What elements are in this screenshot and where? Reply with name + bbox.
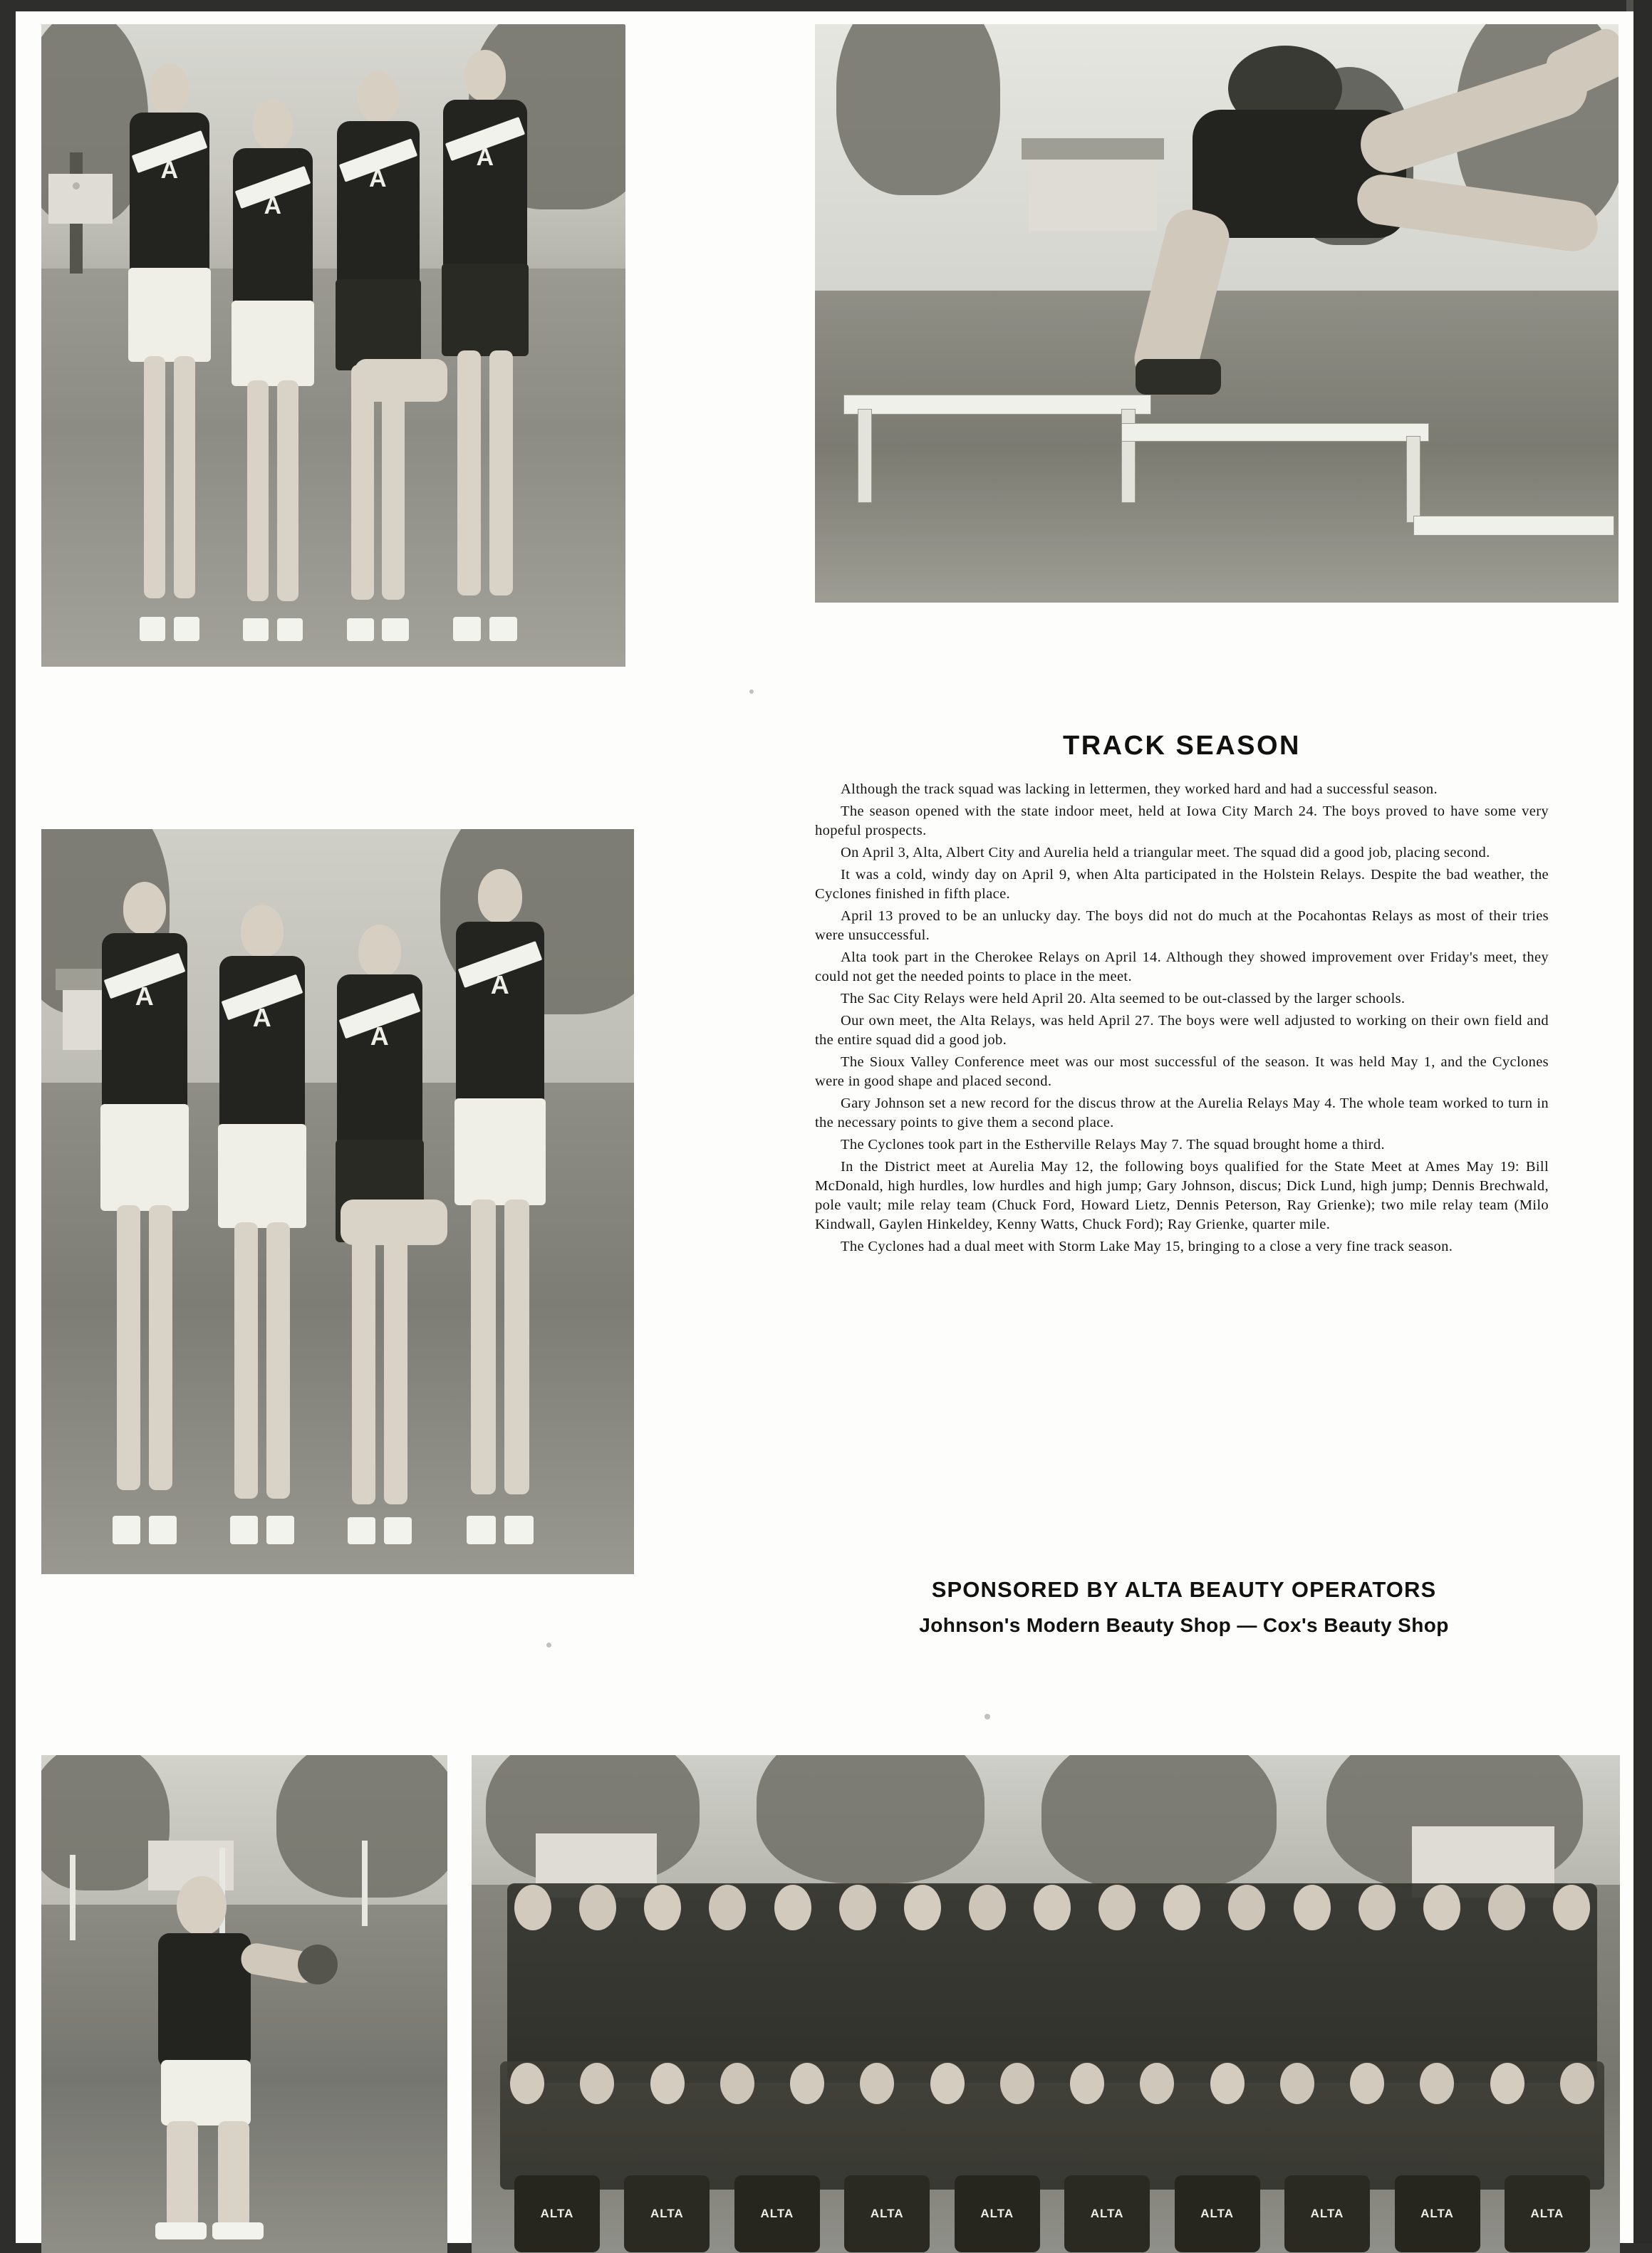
figure-leg — [149, 1205, 172, 1490]
figure-shoe — [489, 617, 517, 641]
tree-shape — [1041, 1755, 1277, 1890]
photo-discus-thrower — [41, 1755, 447, 2253]
seated-athlete — [955, 2175, 1040, 2252]
photo-relay-team-mid — [41, 829, 634, 1574]
paragraph: On April 3, Alta, Albert City and Aurelia held a triangular meet. The squad did a good job, placing second. — [841, 845, 1490, 860]
figure-shorts — [454, 1098, 546, 1205]
figure-jersey — [158, 1933, 251, 2069]
figure-shoe — [149, 1516, 177, 1544]
discus-figure — [134, 1876, 284, 2247]
athlete-figure — [91, 882, 198, 1544]
jersey-letter: A — [135, 982, 155, 1011]
seated-athlete — [734, 2175, 820, 2252]
scan-speck — [749, 690, 754, 694]
figure-leg — [247, 380, 269, 601]
figure-shoe — [212, 2222, 264, 2239]
photo-hurdler — [815, 24, 1619, 603]
figure-shorts — [100, 1104, 189, 1211]
jersey-text: ALTA — [760, 2207, 794, 2220]
jersey-text: ALTA — [1090, 2207, 1124, 2220]
figure-shoe — [467, 1516, 496, 1544]
article-column — [815, 731, 1549, 1259]
paragraph: The Cyclones took part in the Estherville Relays May 7. The squad brought home a third. — [841, 1137, 1385, 1152]
figure-leg — [174, 356, 196, 598]
figure-shorts — [128, 268, 211, 362]
figure-shorts — [232, 301, 314, 386]
squad-back-row — [507, 1883, 1597, 2083]
jersey-letter: A — [264, 192, 282, 219]
post-shape — [70, 1855, 76, 1940]
figure-head — [123, 882, 166, 935]
athlete-figure — [223, 78, 323, 641]
row-heads — [510, 2063, 1594, 2106]
hurdler-shoe — [1136, 359, 1221, 395]
athlete-figure — [209, 895, 316, 1544]
figure-leg — [117, 1205, 140, 1490]
figure-shorts — [161, 2060, 251, 2125]
figure-shoe — [243, 618, 269, 641]
athlete-figure — [326, 66, 430, 641]
paragraph: Gary Johnson set a new record for the discus throw at the Aurelia Relays May 4. The whole team worked to turn in the necessary points to give them a second place. — [815, 1096, 1549, 1130]
sponsor-block — [771, 1577, 1597, 1637]
seated-athlete — [1505, 2175, 1590, 2252]
seated-athlete — [1175, 2175, 1260, 2252]
hurdle-rail — [1121, 423, 1429, 442]
figure-leg — [457, 350, 481, 595]
figure-shorts — [442, 264, 529, 356]
figure-shoe — [277, 618, 303, 641]
figure-shorts — [336, 279, 421, 370]
jersey-letter: A — [368, 165, 388, 192]
jersey-text: ALTA — [1200, 2207, 1235, 2220]
scan-border-left — [0, 0, 16, 2253]
paragraph: Although the track squad was lacking in lettermen, they worked hard and had a successful season. — [841, 781, 1438, 797]
jersey-letter: A — [160, 156, 179, 184]
tree-shape — [836, 24, 1000, 195]
paragraph: The Sioux Valley Conference meet was our most successful of the season. It was held May 1, and the Cyclones were in good shape and placed second. — [815, 1054, 1549, 1089]
hurdle-leg — [858, 409, 872, 503]
jersey-text: ALTA — [1530, 2207, 1564, 2220]
figure-shoe — [347, 618, 374, 641]
sponsor-names: Johnson's Modern Beauty Shop — Cox's Beauty Shop — [919, 1614, 1449, 1636]
hurdler-figure — [1050, 46, 1606, 345]
seated-athlete — [514, 2175, 600, 2252]
paragraph: The season opened with the state indoor meet, held at Iowa City March 24. The boys proved to have some very hopeful prospects. — [815, 803, 1549, 838]
jersey-text: ALTA — [870, 2207, 904, 2220]
figure-shoe — [266, 1516, 294, 1544]
figure-leg — [144, 356, 166, 598]
paragraph: The Cyclones had a dual meet with Storm Lake May 15, bringing to a close a very fine track season. — [841, 1239, 1453, 1254]
figure-shorts — [218, 1124, 306, 1228]
scan-speck — [546, 1643, 551, 1648]
athlete-figure — [445, 869, 556, 1544]
figure-shoe — [384, 1517, 412, 1544]
jersey-text: ALTA — [1310, 2207, 1344, 2220]
sponsor-headline: SPONSORED BY ALTA BEAUTY OPERATORS — [931, 1577, 1437, 1602]
building-shape — [48, 174, 113, 224]
page-title: TRACK SEASON — [1062, 731, 1302, 761]
paragraph: Alta took part in the Cherokee Relays on April 14. Although they showed improvement over Friday's meet, they could not get the needed points to place in the meet. — [815, 949, 1549, 984]
jersey-text: ALTA — [650, 2207, 684, 2220]
scan-border-right — [1633, 0, 1652, 2253]
jersey-text: ALTA — [540, 2207, 574, 2220]
figure-shoe — [230, 1516, 258, 1544]
figure-shoe — [382, 618, 409, 641]
seated-athlete — [624, 2175, 710, 2252]
photo-track-squad — [472, 1755, 1620, 2253]
paragraph: In the District meet at Aurelia May 12, the following boys qualified for the State Meet at Ames May 19: Bill McDonald, high hurdles, low hurdles and high jump; Gary Johnson, discus; Dick Lund, high jump; Dennis Brechwald, pole vault; mile relay team (Chuck Ford, Howard Lietz, Dennis Peterson, Ray Grienke); two mile relay team (Milo Kindwall, Gaylen Hinkeldey, Kenny Watts, Chuck Ford); Ray Grienke, quarter mile. — [815, 1159, 1549, 1232]
figure-head — [150, 64, 189, 114]
figure-leg — [277, 380, 299, 601]
paragraph: It was a cold, windy day on April 9, when Alta participated in the Holstein Relays. Despite the bad weather, the Cyclones finished in fifth place. — [815, 867, 1549, 902]
figure-shoe — [174, 617, 199, 641]
seated-athlete — [1284, 2175, 1370, 2252]
discus-disc — [298, 1945, 338, 1984]
seated-athlete — [1395, 2175, 1480, 2252]
page-paper — [16, 11, 1633, 2243]
athlete-figure — [120, 64, 219, 641]
photo-relay-team-top — [41, 24, 625, 667]
baton-handoff — [355, 359, 447, 402]
jersey-letter: A — [476, 143, 494, 171]
squad-middle-row — [500, 2061, 1604, 2190]
figure-leg — [218, 2121, 249, 2228]
figure-leg — [504, 1200, 529, 1494]
figure-shoe — [113, 1516, 140, 1544]
post-shape — [362, 1841, 368, 1926]
figure-head — [464, 50, 506, 101]
jersey-text: ALTA — [980, 2207, 1014, 2220]
figure-shoe — [155, 2222, 207, 2239]
paragraph: The Sac City Relays were held April 20. Alta seemed to be out-classed by the larger schools. — [841, 991, 1406, 1006]
paragraph: April 13 proved to be an unlucky day. The boys did not do much at the Pocahontas Relays as most of their tries were unsuccessful. — [815, 908, 1549, 943]
figure-shoe — [140, 617, 165, 641]
athlete-figure — [432, 50, 539, 641]
jersey-text: ALTA — [1420, 2207, 1454, 2220]
figure-leg — [471, 1200, 495, 1494]
figure-head — [177, 1876, 227, 1936]
seated-athlete — [844, 2175, 930, 2252]
hurdler-lead-leg — [1354, 172, 1601, 255]
paragraph: Our own meet, the Alta Relays, was held April 27. The boys were well adjusted to working on their own field and the entire squad did a good job. — [815, 1013, 1549, 1048]
seated-athlete — [1064, 2175, 1150, 2252]
hurdle-rail — [843, 395, 1151, 415]
figure-leg — [352, 1237, 375, 1504]
scan-speck — [73, 182, 80, 189]
row-heads — [514, 1885, 1590, 1935]
baton-handoff — [341, 1200, 447, 1245]
figure-head — [478, 869, 522, 923]
article-body — [815, 780, 1549, 1256]
figure-leg — [167, 2121, 198, 2228]
hurdle-rail — [1413, 516, 1614, 536]
hurdle-leg — [1406, 436, 1420, 523]
figure-shoe — [348, 1517, 375, 1544]
tree-shape — [757, 1755, 985, 1883]
jersey-letter: A — [490, 970, 510, 1000]
figure-head — [241, 905, 284, 957]
figure-leg — [266, 1222, 290, 1499]
scan-border-top — [0, 0, 1652, 11]
figure-head — [253, 100, 293, 150]
squad-front-row — [514, 2175, 1590, 2253]
figure-head — [358, 71, 399, 123]
figure-leg — [234, 1222, 258, 1499]
figure-shoe — [453, 617, 481, 641]
figure-head — [358, 925, 401, 977]
figure-leg — [384, 1237, 407, 1504]
jersey-letter: A — [252, 1003, 272, 1033]
figure-shoe — [504, 1516, 534, 1544]
jersey-letter: A — [370, 1021, 390, 1051]
scan-speck — [985, 1714, 990, 1719]
figure-leg — [489, 350, 513, 595]
